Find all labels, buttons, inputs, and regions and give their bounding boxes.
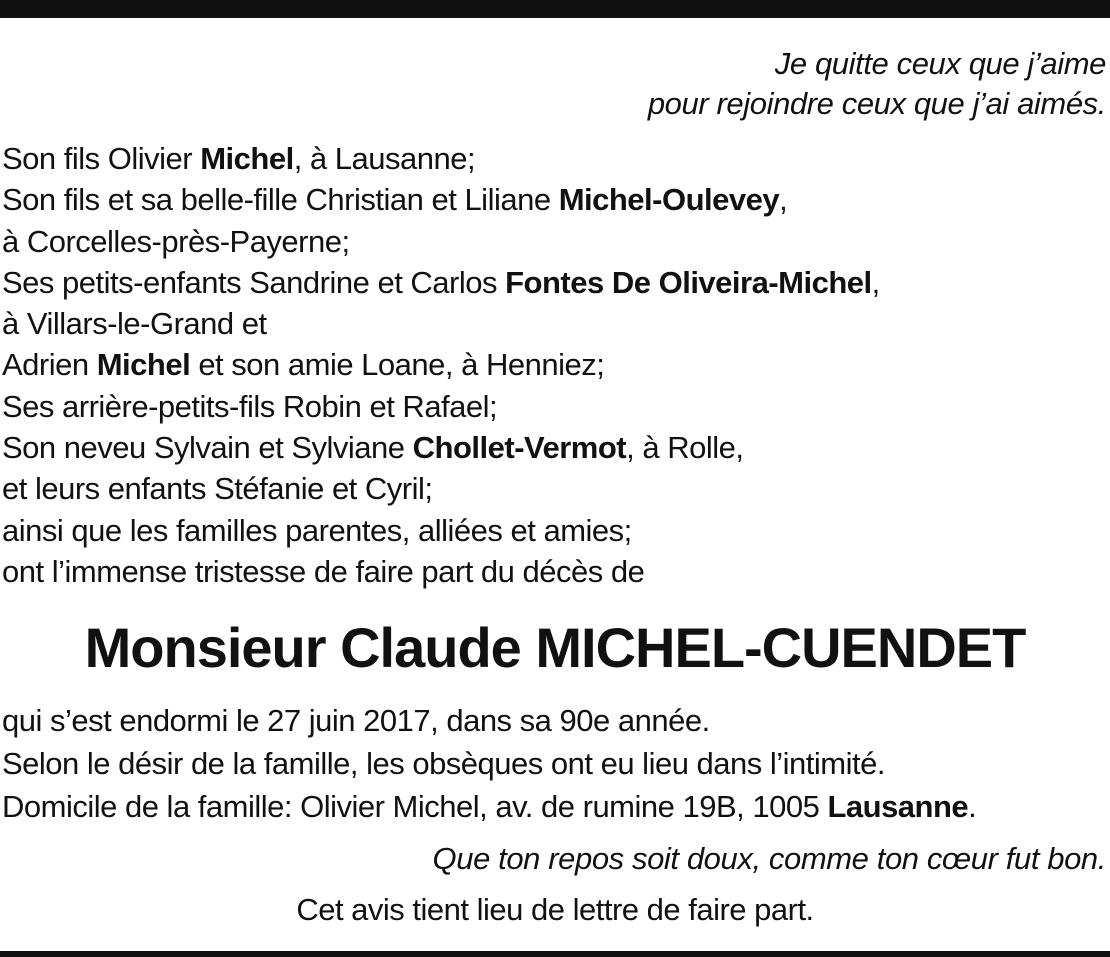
epigraph-line-2: pour rejoindre ceux que j’ai aimés. bbox=[647, 86, 1106, 121]
family-line: Son fils et sa belle-fille Christian et Liliane Michel-Oulevey, bbox=[2, 182, 788, 218]
family-surname: Fontes De Oliveira-Michel bbox=[505, 264, 872, 300]
bottom-border-rule bbox=[0, 951, 1110, 957]
family-line: ont l’immense tristesse de faire part du décès de bbox=[2, 553, 645, 589]
epigraph-line-1: Je quitte ceux que j’aime bbox=[774, 46, 1106, 81]
family-surname: Michel-Oulevey bbox=[558, 182, 780, 218]
domicile-city: Lausanne bbox=[827, 789, 969, 824]
family-surname: Chollet-Vermot bbox=[412, 430, 627, 466]
family-line: Son neveu Sylvain et Sylviane Chollet-Vermot, à Rolle, bbox=[2, 430, 744, 466]
death-details bbox=[2, 699, 976, 828]
top-border-rule bbox=[0, 0, 1110, 18]
family-line: Son fils Olivier Michel, à Lausanne; bbox=[2, 141, 476, 176]
family-line: Ses petits-enfants Sandrine et Carlos Fontes De Oliveira-Michel, bbox=[2, 264, 880, 300]
family-list bbox=[2, 138, 880, 592]
family-line: à Corcelles-près-Payerne; bbox=[2, 223, 350, 259]
family-line: Adrien Michel et son amie Loane, à Henniez; bbox=[2, 347, 605, 383]
family-line: ainsi que les familles parentes, alliées et amies; bbox=[2, 512, 632, 548]
deceased-name: Monsieur Claude MICHEL-CUENDET bbox=[84, 616, 1026, 679]
family-surname: Michel bbox=[96, 347, 191, 383]
details-line: qui s’est endormi le 27 juin 2017, dans sa 90e année. bbox=[2, 703, 710, 738]
epigraph bbox=[648, 44, 1106, 124]
family-line: et leurs enfants Stéfanie et Cyril; bbox=[2, 471, 433, 507]
family-surname: Michel bbox=[200, 141, 294, 176]
notice-text: Cet avis tient lieu de lettre de faire part. bbox=[296, 892, 814, 927]
family-line: Ses arrière-petits-fils Robin et Rafael; bbox=[2, 388, 498, 424]
family-line: à Villars-le-Grand et bbox=[2, 306, 267, 342]
closing-quote: Que ton repos soit doux, comme ton cœur fut bon. bbox=[432, 841, 1106, 876]
details-line: Domicile de la famille: Olivier Michel, av. de rumine 19B, 1005 Lausanne. bbox=[2, 789, 977, 824]
details-line: Selon le désir de la famille, les obsèques ont eu lieu dans l’intimité. bbox=[2, 746, 885, 781]
